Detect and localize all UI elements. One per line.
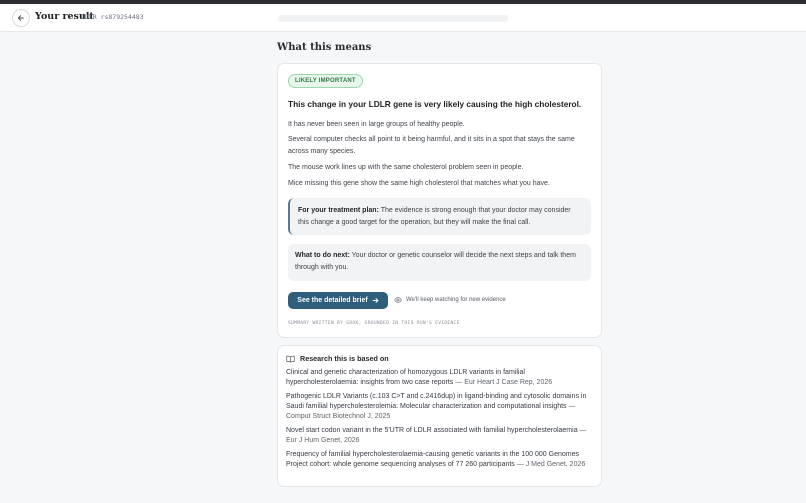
- detailed-brief-label: See the detailed brief: [297, 297, 368, 304]
- next-steps-label: What to do next:: [295, 252, 350, 259]
- research-item[interactable]: [286, 450, 598, 470]
- treatment-plan-text: The evidence is strong enough that your doctor may consider this change a good target for the operation, but they will make the final call.: [298, 207, 571, 226]
- summary-headline: This change in your LDLR gene is very likely causing the high cholesterol.: [288, 99, 582, 109]
- research-header: [286, 354, 389, 363]
- research-item-source: — Comput Struct Biotechnol J, 2025: [286, 403, 576, 420]
- research-item[interactable]: [286, 392, 598, 422]
- book-open-icon: [286, 355, 295, 363]
- detailed-brief-button[interactable]: [288, 292, 388, 309]
- eye-icon: [394, 296, 402, 304]
- research-item-title: Pathogenic LDLR Variants (c.103 C>T and c.2416dup) in ligand-binding and cytosolic domains in Saudi familial hypercholesterolemia: Molecular characterization and computational insights: [286, 393, 587, 410]
- summary-card: [277, 63, 602, 338]
- research-item[interactable]: [286, 426, 598, 446]
- research-item[interactable]: [286, 368, 598, 388]
- summary-point: It has never been seen in large groups of healthy people.: [288, 121, 465, 128]
- summary-point: The mouse work lines up with the same cholesterol problem seen in people.: [288, 164, 524, 171]
- header-bar: [0, 4, 806, 32]
- section-title: What this means: [277, 42, 372, 53]
- treatment-plan-label: For your treatment plan:: [298, 207, 379, 214]
- research-item-source: — Eur J Hum Genet, 2026: [286, 427, 587, 444]
- research-title: Research this is based on: [300, 354, 389, 363]
- research-item-title: Clinical and genetic characterization of homozygous LDLR variants in familial hypercholesterolaemia: insights from two case reports: [286, 369, 525, 386]
- next-steps-text: Your doctor or genetic counselor will decide the next steps and talk them through with you.: [295, 252, 576, 271]
- watch-label: We'll keep watching for new evidence: [406, 297, 506, 303]
- summary-footnote: SUMMARY WRITTEN BY GROK, GROUNDED IN THIS RUN'S EVIDENCE: [288, 321, 460, 326]
- arrow-right-icon: [372, 297, 379, 304]
- summary-point: Mice missing this gene show the same high cholesterol that matches what you have.: [288, 180, 550, 187]
- next-steps-callout: [288, 244, 591, 281]
- research-card: [277, 345, 602, 487]
- header-placeholder: [278, 15, 508, 22]
- back-button[interactable]: [12, 9, 30, 27]
- research-item-title: Frequency of familial hypercholesterolaemia-causing genetic variants in the 100 000 Genomes Project cohort: whole genome sequencing analyses of 77 260 participants: [286, 451, 579, 468]
- arrow-left-icon: [17, 14, 25, 22]
- page-title: Your result: [35, 11, 94, 22]
- watch-notice: [394, 296, 506, 304]
- summary-point: Several computer checks all point to it being harmful, and it sits in a spot that stays the same across many species.: [288, 136, 575, 155]
- status-badge: LIKELY IMPORTANT: [288, 74, 363, 88]
- research-item-source: — J Med Genet, 2026: [516, 461, 586, 468]
- research-item-title: Novel start codon variant in the 5'UTR of LDLR associated with familial hypercholesterolaemia: [286, 427, 578, 434]
- research-item-source: — Eur Heart J Case Rep, 2026: [455, 379, 553, 386]
- treatment-plan-callout: [288, 198, 591, 235]
- variant-id: LDLR rs879254483: [81, 13, 144, 21]
